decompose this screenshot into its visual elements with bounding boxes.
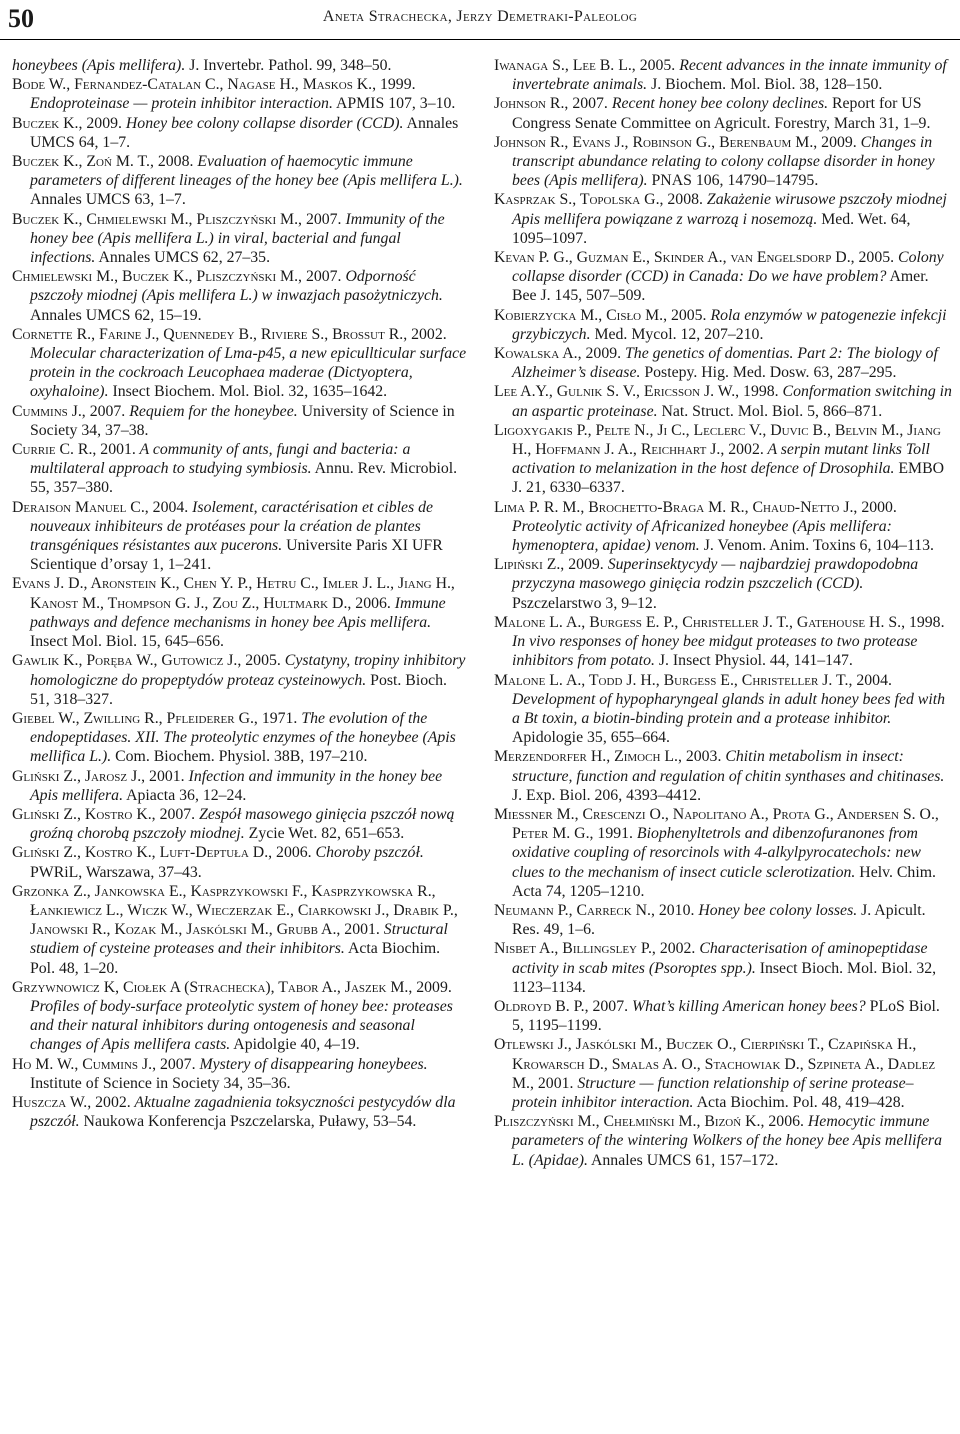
reference-title: Requiem for the honeybee. [125, 402, 298, 420]
reference-authors: Neumann P., Carreck N., 2010. [494, 901, 695, 919]
reference-title: A community of ants, fungi and bacteria: a multilateral approach to studying symbiosis. [30, 441, 411, 478]
reference-source: Com. Biochem. Physiol. 38B, 197–210. [111, 748, 368, 766]
reference-source: Nat. Struct. Mol. Biol. 5, 866–871. [657, 402, 883, 420]
reference-title: A serpin mutant links Toll activation to melanization in the host defence of Drosophila. [512, 441, 930, 478]
reference-entry [494, 1035, 952, 1112]
reference-source: Post. Bioch. 51, 318–327. [30, 671, 447, 708]
reference-source: Postepy. Hig. Med. Dosw. 63, 287–295. [640, 364, 897, 382]
reference-authors: Buczek K., Chmielewski M., Pliszczyński M., 2007. [12, 210, 342, 228]
reference-entry [494, 382, 952, 420]
reference-title: Honey bee colony losses. [694, 901, 858, 919]
reference-source: Amer. Bee J. 145, 507–509. [512, 268, 929, 305]
reference-title: Recent honey bee colony declines. [607, 95, 829, 113]
reference-entry [494, 671, 952, 748]
reference-title: Choroby pszczół. [311, 844, 424, 862]
reference-source: Apiacta 36, 12–24. [123, 786, 247, 804]
reference-source: PLoS Biol. 5, 1195–1199. [512, 997, 940, 1035]
reference-source: APMIS 107, 3–10. [332, 95, 456, 113]
reference-entry [494, 939, 952, 997]
reference-authors: Kevan P. G., Guzman E., Skinder A., van Engelsdorp D., 2005. [494, 249, 895, 267]
references-right-column [494, 56, 952, 1170]
reference-source: Apidologie 35, 655–664. [512, 729, 670, 747]
reference-entry [12, 75, 468, 113]
reference-authors: Nisbet A., Billingsley P., 2002. [494, 940, 696, 958]
reference-authors: Cornette R., Farine J., Quennedey B., Riviere S., Brossut R., 2002. [12, 325, 447, 343]
reference-entry [494, 555, 952, 613]
reference-title: Structure — function relationship of serine protease–protein inhibitor interaction. [512, 1074, 914, 1111]
reference-entry [12, 152, 468, 210]
reference-entry [494, 747, 952, 805]
reference-authors: Lima P. R. M., Brochetto-Braga M. R., Chaud-Netto J., 2000. [494, 498, 897, 516]
reference-title: What’s killing American honey bees? [628, 997, 866, 1015]
reference-source: J. Exp. Biol. 206, 4393–4412. [512, 786, 702, 804]
reference-entry [494, 248, 952, 306]
reference-title: Superinsektycydy — najbardziej prawdopodobna przyczyna masowego ginięcia rodzin pszczelich (CCD). [512, 556, 919, 593]
reference-source: Annales UMCS 61, 157–172. [587, 1151, 779, 1169]
reference-authors: Kobierzycka M., Cisło M., 2005. [494, 306, 707, 324]
reference-authors: Johnson R., Evans J., Robinson G., Berenbaum M., 2009. [494, 133, 857, 151]
reference-title: Molecular characterization of Lma-p45, a new epicullticular surface protein in the cockroach Leucophaea maderae (Dictyoptera, oxyhaloine). [30, 345, 467, 401]
reference-entry [12, 843, 468, 881]
header-rule [0, 39, 960, 40]
reference-entry [494, 306, 952, 344]
reference-authors: Otlewski J., Jaskólski M., Buczek O., Cierpiński T., Czapińska H., Krowarsch D., Smalas A. O., Stachowiak D., Szpineta A., Dadlez M., 2001. [494, 1036, 936, 1092]
running-head: Aneta Strachecka, Jerzy Demetraki-Paleolog [322, 8, 638, 25]
reference-title: Colony collapse disorder (CCD) in Canada: Do we have problem? [512, 249, 944, 286]
reference-authors: Oldroyd B. P., 2007. [494, 997, 629, 1015]
reference-authors: Iwanaga S., Lee B. L., 2005. [494, 57, 676, 74]
reference-authors: Johnson R., 2007. [494, 95, 608, 113]
reference-source: Insect Bioch. Mol. Biol. 32, 1123–1134. [512, 959, 937, 996]
reference-entry [494, 190, 952, 248]
reference-authors: Gawlik K., Poręba W., Gutowicz J., 2005. [12, 652, 281, 670]
reference-title: Biophenyltetrols and dibenzofuranones from oxidative coupling of resorcinols with 4-alkylpyrocatechols: new clues to the mechanism of insect cuticle sclerotization. [512, 825, 921, 881]
reference-entry [12, 1055, 468, 1093]
reference-authors: Ho M. W., Cummins J., 2007. [12, 1055, 196, 1073]
reference-entry [12, 210, 468, 268]
reference-authors: Pliszczyński M., Chełmiński M., Bizoń K., 2006. [494, 1113, 804, 1131]
reference-source: Insect Mol. Biol. 15, 645–656. [30, 633, 224, 651]
reference-authors: Malone L. A., Burgess E. P., Christeller J. T., Gatehouse H. S., 1998. [494, 613, 945, 631]
reference-entry [12, 882, 468, 978]
reference-source: J. Insect Physiol. 44, 141–147. [654, 652, 853, 670]
reference-entry [494, 344, 952, 382]
reference-source: J. Invertebr. Pathol. 99, 348–50. [185, 57, 392, 74]
reference-entry [494, 613, 952, 671]
reference-authors: Gliński Z., Kostro K., Luft-Deptuła D., 2006. [12, 844, 312, 862]
reference-source: Institute of Science in Society 34, 35–36. [30, 1074, 291, 1092]
page-number: 50 [8, 4, 34, 33]
reference-entry [12, 114, 468, 152]
reference-title: Conformation switching in an aspartic proteinase. [512, 383, 952, 420]
reference-title: Development of hypopharyngeal glands in adult honey bees fed with a Bt toxin, a biotin-binding protein and a protease inhibitor. [512, 690, 946, 727]
reference-authors: Miessner M., Crescenzi O., Napolitano A., Prota G., Andersen S. O., Peter M. G., 1991. [494, 805, 939, 843]
reference-authors: Gliński Z., Kostro K., 2007. [12, 805, 196, 823]
reference-title: Hemocytic immune parameters of the wintering Wolkers of the honey bee Apis mellifera L. (Apidae). [512, 1113, 942, 1169]
reference-entry [494, 498, 952, 556]
reference-source: University of Science in Society 34, 37–38. [30, 402, 455, 439]
reference-title: Immune pathways and defence mechanisms in honey bee Apis mellifera. [30, 594, 446, 631]
reference-entry [494, 1112, 952, 1170]
reference-authors: Merzendorfer H., Zimoch L., 2003. [494, 748, 722, 766]
reference-source: Annu. Rev. Microbiol. 55, 357–380. [30, 460, 458, 497]
reference-authors: Ligoxygakis P., Pelte N., Ji C., Leclerc V., Duvic B., Belvin M., Jiang H., Hoffmann J. A., Reichhart J., 2002. [494, 421, 941, 459]
reference-source: Pszczelarstwo 3, 9–12. [512, 594, 657, 612]
reference-entry [12, 440, 468, 498]
reference-authors: Evans J. D., Aronstein K., Chen Y. P., Hetru C., Imler J. L., Jiang H., Kanost M., Thompson G. J., Zou Z., Hultmark D., 2006. [12, 575, 455, 612]
reference-title: The evolution of the endopeptidases. XII. The proteolytic enzymes of the honeybee (Apis mellifica L.). [30, 709, 456, 766]
reference-title: In vivo responses of honey bee midgut proteases to two protease inhibitors from potato. [512, 633, 918, 670]
reference-source: Report for US Congress Senate Committee on Agricult. Forestry, March 31, 1–9. [512, 95, 931, 132]
reference-entry [494, 133, 952, 191]
reference-title: Structural studiem of cysteine proteases and their inhibitors. [30, 921, 448, 958]
reference-title: Immunity of the honey bee (Apis mellifera L.) in viral, bacterial and fungal infections. [30, 210, 445, 267]
references-left-column [12, 56, 468, 1131]
reference-title: Rola enzymów w patogenezie infekcji grzybiczych. [512, 306, 947, 343]
reference-source: Med. Mycol. 12, 207–210. [590, 325, 764, 343]
reference-authors: Grzonka Z., Jankowska E., Kasprzykowski F., Kasprzykowska R., Łankiewicz L., Wiczk W., Wieczerzak E., Ciarkowski J., Drabik P., Janowski R., Kozak M., Jaskólski M., Grubb A., 2001. [12, 882, 458, 939]
reference-title: Changes in transcript abundance relating to colony collapse disorder in honey bees (Apis mellifera). [512, 133, 935, 190]
reference-authors: Malone L. A., Todd J. H., Burgess E., Christeller J. T., 2004. [494, 671, 892, 689]
reference-authors: Chmielewski M., Buczek K., Pliszczyński M., 2007. [12, 268, 342, 286]
reference-entry [494, 56, 952, 94]
reference-title: Mystery of disappearing honeybees. [195, 1055, 428, 1073]
reference-title: Aktualne zagadnienia toksyczności pestycydów dla pszczół. [30, 1093, 456, 1131]
reference-source: Annales UMCS 63, 1–7. [30, 191, 186, 209]
reference-authors: Deraison Manuel C., 2004. [12, 498, 189, 516]
reference-source: Helv. Chim. Acta 74, 1205–1210. [512, 863, 936, 900]
reference-source: J. Biochem. Mol. Biol. 38, 128–150. [647, 76, 883, 94]
reference-authors: Kasprzak S., Topolska G., 2008. [494, 191, 703, 209]
reference-authors: Buczek K., Zoń M. T., 2008. [12, 153, 194, 171]
reference-authors: Lee A.Y., Gulnik S. V., Ericsson J. W., 1998. [494, 383, 779, 401]
reference-source: Universite Paris XI UFR Scientique d’orsay 1, 1–241. [30, 537, 443, 574]
reference-authors: Giebel W., Zwilling R., Pfleiderer G., 1971. [12, 709, 298, 727]
reference-title: Zespół masowego ginięcia pszczół nową groźną chorobą pszczoły miodnej. [30, 805, 455, 843]
reference-authors: Buczek K., 2009. [12, 114, 122, 132]
reference-source: Insect Biochem. Mol. Biol. 32, 1635–1642. [108, 383, 388, 401]
reference-title: Honey bee colony collapse disorder (CCD). [121, 114, 404, 132]
reference-title: The genetics of domentias. Part 2: The biology of Alzheimer’s disease. [512, 345, 938, 382]
reference-source: Apidolgie 40, 4–19. [230, 1036, 360, 1054]
reference-entry [12, 978, 468, 1055]
reference-entry [12, 709, 468, 767]
reference-source: Annales UMCS 62, 15–19. [30, 306, 202, 324]
reference-source: Annales UMCS 64, 1–7. [30, 114, 459, 151]
reference-authors: Lipiński Z., 2009. [494, 556, 604, 574]
reference-title: Recent advances in the innate immunity of invertebrate animals. [512, 57, 947, 94]
reference-source: J. Apicult. Res. 49, 1–6. [512, 901, 926, 939]
reference-source: Med. Wet. 64, 1095–1097. [512, 210, 911, 247]
reference-title: Profiles of body-surface proteolytic system of honey bee: proteases and their natural inhibitors during ontogenesis and seasonal changes of Apis mellifera casts. [30, 997, 453, 1054]
reference-entry [494, 94, 952, 132]
reference-source: Acta Biochim. Pol. 48, 419–428. [693, 1093, 905, 1111]
reference-entry [12, 325, 468, 402]
reference-title: Isolement, caractérisation et cibles de nouveaux inhibiteurs de protéases pour la création de plantes transgéniques résistantes aux pucerons. [30, 498, 434, 555]
reference-authors: Huszcza W., 2002. [12, 1093, 131, 1111]
reference-entry [12, 651, 468, 709]
reference-entry [12, 56, 468, 75]
reference-title: honeybees (Apis mellifera). [12, 57, 186, 74]
reference-title: Proteolytic activity of Africanized honeybee (Apis mellifera: hymenoptera, apidae) venom. [512, 517, 892, 555]
reference-authors: Bode W., Fernandez-Catalan C., Nagase H., Maskos K., 1999. [12, 76, 416, 94]
reference-entry [494, 997, 952, 1035]
reference-title: Chitin metabolism in insect: structure, function and regulation of chitin synthases and chitinases. [512, 748, 945, 785]
reference-title: Infection and immunity in the honey bee Apis mellifera. [30, 767, 443, 804]
reference-authors: Cummins J., 2007. [12, 402, 126, 420]
page-header [0, 0, 960, 44]
reference-authors: Grzywnowicz K, Ciołek A (Strachecka), Tabor A., Jaszek M., 2009. [12, 978, 452, 996]
reference-source: Annales UMCS 62, 27–35. [95, 249, 271, 267]
reference-source: J. Venom. Anim. Toxins 6, 104–113. [699, 537, 935, 555]
reference-source: Naukowa Konferencja Pszczelarska, Puławy, 53–54. [79, 1113, 417, 1131]
reference-title: Endoproteinase — protein inhibitor interaction. [30, 95, 333, 113]
reference-entry [494, 901, 952, 939]
reference-source: Acta Biochim. Pol. 48, 1–20. [30, 940, 441, 977]
reference-entry [12, 574, 468, 651]
reference-entry [12, 267, 468, 325]
reference-title: Evaluation of haemocytic immune parameters of different lineages of the honey bee (Apis mellifera L.). [30, 153, 463, 190]
reference-entry [12, 498, 468, 575]
reference-authors: Gliński Z., Jarosz J., 2001. [12, 767, 185, 785]
reference-entry [494, 805, 952, 901]
reference-entry [494, 421, 952, 498]
reference-title: Characterisation of aminopeptidase activity in scab mites (Psoroptes spp.). [512, 940, 928, 977]
reference-source: PWRiL, Warszawa, 37–43. [30, 863, 202, 881]
reference-source: Zycie Wet. 82, 651–653. [244, 825, 405, 843]
reference-authors: Kowalska A., 2009. [494, 345, 622, 363]
reference-source: PNAS 106, 14790–14795. [647, 172, 819, 190]
reference-authors: Currie C. R., 2001. [12, 441, 136, 459]
reference-title: Zakażenie wirusowe pszczoły miodnej Apis mellifera powiązane z warrozą i nosemozą. [512, 191, 947, 228]
reference-source: EMBO J. 21, 6330–6337. [512, 460, 945, 497]
reference-entry [12, 402, 468, 440]
reference-title: Odporność pszczoły miodnej (Apis mellifera L.) w inwazjach pasożytniczych. [30, 268, 443, 305]
reference-entry [12, 1093, 468, 1131]
reference-title: Cystatyny, tropiny inhibitory homologiczne do propeptydów proteaz cysteinowych. [30, 652, 466, 689]
reference-entry [12, 767, 468, 805]
reference-entry [12, 805, 468, 843]
